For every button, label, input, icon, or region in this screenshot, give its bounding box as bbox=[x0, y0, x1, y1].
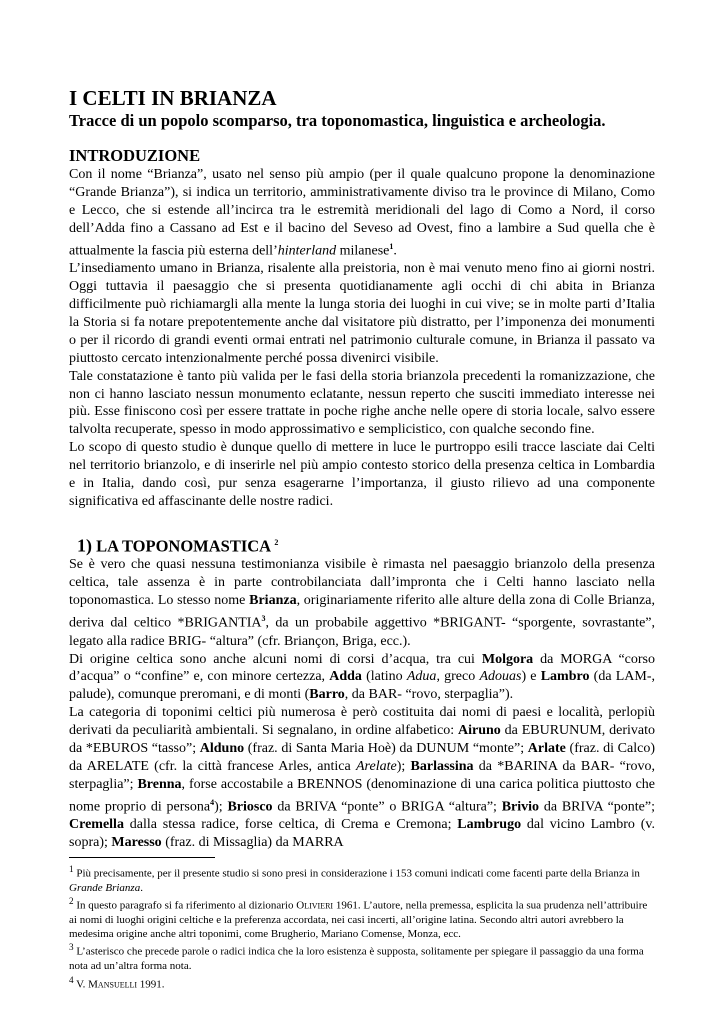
document-title: I CELTI IN BRIANZA bbox=[69, 86, 277, 110]
intro-paragraph-1: Con il nome “Brianza”, usato nel senso più ampio (per il quale qualcuno propone la denominazione “Grande Brianza”), si indica un territorio, amministrativamente diviso tra le province di Milano, Como e Lecco, che si estende all’incirca tra le estremità meridionali del lago di Como a Nord, il corso dell’Adda fino a Cassano ad Est e il bacino del Seveso ad Ovest, fino a lambire a Sud quella che è attualmente la fascia più esterna dell’hinterland milanese$^1$. bbox=[69, 167, 655, 259]
section-1-paragraph-1: Se è vero che quasi nessuna testimonianza visibile è rimasta nel paesaggio brianzolo della presenza celtica, tale assenza è in parte controbilanciata dall’impronta che i Celti hanno lasciato nella toponomastica. Lo stesso nome Brianza, originariamente riferito alle alture della zona di Colle Brianza, deriva dal celtico *BRIGANTIA$^3$, da un probabile aggettivo *BRIGANT- “sporgente, sovrastante”, legato alla radice BRIG- “altura” (cfr. Briançon, Briga, ecc.). bbox=[69, 557, 655, 649]
footnote-ref-2: 2 bbox=[274, 537, 279, 547]
document-subtitle: Tracce di un popolo scomparso, tra toponomastica, linguistica e archeologia. bbox=[69, 111, 606, 130]
footnote-divider bbox=[69, 857, 215, 858]
intro-heading: INTRODUZIONE bbox=[69, 146, 201, 165]
footnote-4: $^4$ V. Mansuelli 1991. bbox=[69, 974, 165, 991]
intro-paragraph-3: Tale constatazione è tanto più valida per le fasi della storia brianzola precedenti la romanizzazione, che non ci hanno lasciato nessun monumento eclatante, nessun reperto che susciti immediato interesse nei più. Esse finiscono così per essere trattate in poche righe anche nelle opere di storia locale, salvo essere talvolta recuperate, spesso in modo approssimativo e semplicistico, con qualche secondo fine. bbox=[69, 368, 655, 438]
document-page bbox=[69, 86, 655, 992]
footnote-2: $^2$ In questo paragrafo si fa riferimento al dizionario Olivieri 1961. L’autore, nella premessa, esplicita la sua prudenza nell’attribuire ai nomi di luoghi origini celtiche e la preferenza accordata, nei casi incerti, all’origine latina. Secondo altri autori avrebbero la medesima origine anche altri toponimi, come Brugherio, Mariano Comense, Monza, ecc. bbox=[69, 896, 648, 940]
intro-paragraph-4: Lo scopo di questo studio è dunque quello di mettere in luce le purtroppo esili tracce lasciate dai Celti nel territorio brianzolo, e di inserirle nel più ampio contesto storico della presenza celtica in Lombardia e in Italia, dando così, pur senza esagerarne l’importanza, il giusto rilievo ad una componente significativa ed affascinante delle nostre radici. bbox=[69, 440, 655, 509]
footnote-1: $^1$ Più precisamente, per il presente studio si sono presi in considerazione i 153 comuni indicati come facenti parte della Brianza in Grande Brianza. bbox=[69, 864, 640, 894]
footnote-ref-1: 1 bbox=[389, 241, 394, 251]
section-1-heading: 1) LA TOPONOMASTICA $^2$ bbox=[77, 535, 279, 556]
footnote-3: $^3$ L’asterisco che precede parole o radici indica che la loro esistenza è supposta, solitamente per spiegare il passaggio da una forma nota ad un’altra forma nota. bbox=[69, 942, 644, 972]
intro-paragraph-2: L’insediamento umano in Brianza, risalente alla preistoria, non è mai venuto meno fino ai giorni nostri. Oggi tuttavia il paesaggio che si presenta quotidianamente agli occhi di chi abita in Brianza difficilmente può richiamargli alla mente la lunga storia dei luoghi in cui vive; se in molte parti d’Italia la Storia si fa notare prepotentemente anche dal visitatore più distratto, per l’imponenza dei monumenti o per il ricordo di grandi eventi ormai entrati nel patrimonio culturale comune, in Brianza il passato va piuttosto cercato intenzionalmente perché possa divenirci visibile. bbox=[69, 261, 655, 366]
footnote-ref-3: 3 bbox=[261, 614, 266, 624]
footnote-ref-4: 4 bbox=[210, 797, 215, 807]
section-1-paragraph-2: Di origine celtica sono anche alcuni nomi di corsi d’acqua, tra cui Molgora da MORGA “corso d’acqua” o “confine” e, con minore certezza, Adda (latino Adua, greco Adouas) e Lambro (da LAM-, palude), comunque preromani, e di monti (Barro, da BAR- “rovo, sterpaglia”). bbox=[69, 651, 656, 703]
section-1-paragraph-3: La categoria di toponimi celtici più numerosa è però costituita dai nomi di paesi e località, perlopiù derivati da peculiarità ambientali. Si segnalano, in ordine alfabetico: Airuno da EBURUNUM, derivato da *EBUROS “tasso”; Alduno (fraz. di Santa Maria Hoè) da DUNUM “monte”; Arlate (fraz. di Calco) da ARELATE (cfr. la città francese Arles, antica Arelate); Barlassina da *BARINA da BAR- “rovo, sterpaglia”; Brenna, forse accostabile a BRENNOS (denominazione di una carica politica piuttosto che nome proprio di persona$^4$); Briosco da BRIVA “ponte” o BRIGA “altura”; Brivio da BRIVA “ponte”; Cremella dalla stessa radice, forse celtica, di Crema e Cremona; Lambrugo dal vicino Lambro (v. sopra); Maresso (fraz. di Missaglia) da MARRA bbox=[69, 705, 656, 851]
